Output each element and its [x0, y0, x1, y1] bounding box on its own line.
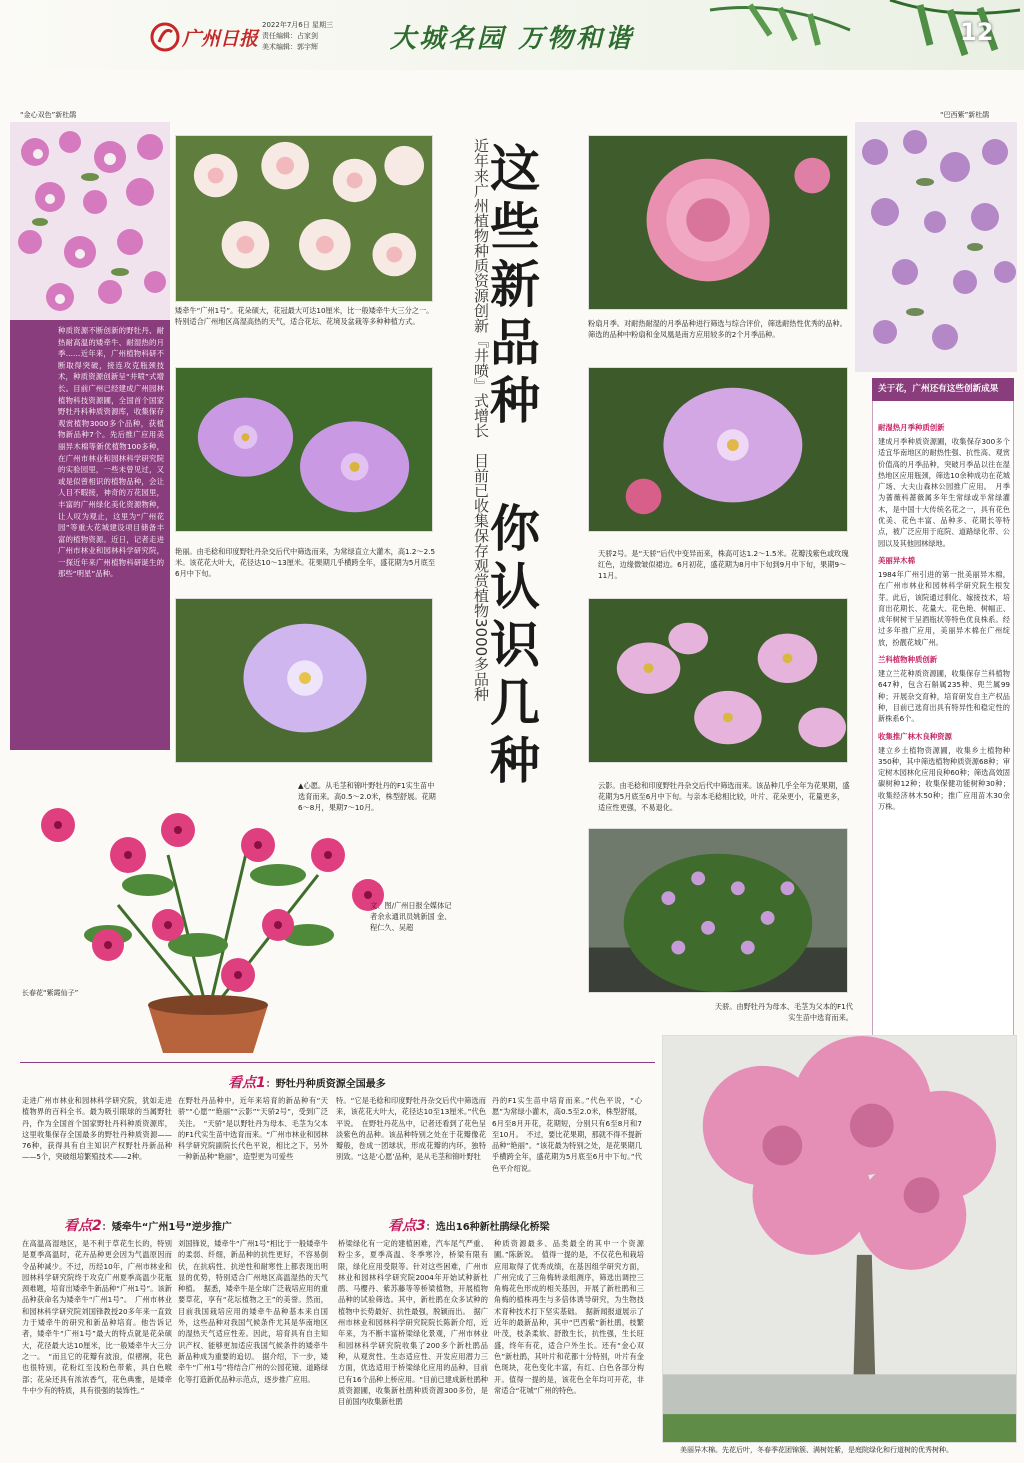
sidebar-content: [878, 416, 1010, 1041]
caption-xinyuan: ▲心愿。从毛茎和锦叶野牡丹的F1实生苗中选育而来。高0.5～2.0米，株型舒展。花期6～8月，果期7～10月。: [298, 781, 436, 812]
sidebar-head: 兰科植物种质创新: [878, 655, 938, 665]
corner-label-right: “巴西紫”新杜鹃: [940, 111, 990, 119]
section2-label: 看点2: [64, 1218, 102, 1234]
section2-col: 在高温高湿地区，是不利于草花生长的，特别是夏季高温时，花卉品种更会因为气温原因而令品种减少。不过，历经10年，广州市林业和园林科学研究院终于攻克广州夏季高温少花瓶颈难题，培育出矮牵牛新品种“广州1号”。该新品种获命名为矮牵牛“广州1号”。 广州市林业和园林科学研究院刘国锋教授20多年来一直致力于矮牵牛的研究和新品种培育。他告诉记者，矮牵牛“广州1号”最大的特点就是花朵硕大，花径最大达10厘米，比一般矮牵牛大三分之一。 “而且它的花瓣有波浪，似褶裥，花色也很特别，花粉红至浅粉色带紫，具白色喉部；花朵还具有浓浓香气，花色典雅，是矮牵牛中少有的特质，具有很强的装饰性。”: [22, 1239, 172, 1395]
section1-col: 在野牡丹品种中，近年来培育的新品种有“天骄”“心愿”“艳丽”“云影”“天骄2号”，受到广泛关注。 “天骄”是以野牡丹为母本、毛茎为父本的F1代实生苗中选育而来。“广州市林业和园林科学研究院副院长代色平说，相比之下，另外一种新品种“艳丽”，造型更为可爱些: [178, 1096, 328, 1162]
sidebar-body: 1984年广州引进的第一批美丽异木棉，在广州市林业和园林科学研究院生根发芽。此后，该院通过驯化、嫁接技术，培育出花期长、花量大、花色艳、树幅正、成年树树干呈酒瓶状等特色优良株系。经过多年推广应用，美丽异木棉在广州绽放，扮靓花城广州。: [878, 569, 1010, 647]
photo-rose: [588, 135, 848, 310]
caption-kapok: 美丽异木棉。先花后叶，冬春季花团锦簇、满树姹紫，是庭院绿化和行道树的优秀树种。: [680, 1446, 953, 1454]
sidebar-head: 耐湿热月季种质创新: [878, 423, 945, 432]
section1-col: 特。“它是毛稔和印度野牡丹杂交后代中筛选而来，该花花大叶大，花径达10至13厘米。”代色平说。 在野牡丹花丛中，记者还看到了花色呈淡紫色的品种。该品种特别之处在于花瓣像花瓣般，卷成一团球状，形成花瓣的内环，独特别致。“这是‘心愿’品种，是从毛茎和锦叶野牡: [336, 1096, 486, 1162]
byline: 文、图/广州日报全媒体记者余永通讯员姚新国 金、程仁久、吴超: [370, 901, 452, 932]
headline-line2: 你认识几种: [490, 499, 540, 790]
art-editor-credit: 美术编辑：郭宇辉: [262, 43, 318, 51]
caption-yanli: 艳丽。由毛稔和印度野牡丹杂交后代中筛选而来，为常绿直立大灌木，高1.2～2.5米。该花花大叶大，花径达10～13厘米。花果期几乎横跨全年，盛花期为5月底至6月中下旬。: [175, 547, 436, 578]
intro-text: 种质资源不断创新的野牡丹、耐热耐高温的矮牵牛、耐湿热的月季……近年来，广州植物科研不断取得突破，接连攻克瓶颈技术，种质资源创新呈“井喷”式增长。目前广州已经建成广州园林植物科技资源圃，全国首个国家野牡丹科种质资源库，收集保存观赏植物3000多个品种，获植物新品种7个。先后推广应用美丽异木棉等新优植物100多种，在广州市林业和园林科学研究院的实验园里，一些未曾见过，又或是似曾相识的植物品种，会让人目不暇接，神奇的万花园里，丰富的广州绿化美化资源物种，让人叹为观止，这里为“广州花园”等重大花城建设项目储备丰富的植物资源。近日，记者走进广州市林业和园林科学研究院，一探近年来广州植物科研诞生的那些“明星”品种。: [58, 326, 164, 579]
newspaper-logo: 广州日报: [182, 28, 259, 50]
sidebar-body: 建立乡土植物资源圃，收集乡土植物种350种，其中筛选植物种质资源68种；审定树木园林化应用良种60种；筛选高效固碳树种12种；收集保健功能树种30种；收集经济林木50种；推广应用苗木30余万株。: [878, 745, 1010, 812]
section1-title: ：野牡丹种质资源全国最多: [265, 1079, 386, 1090]
section3-heading: [388, 1215, 550, 1235]
headline-line1: 这些新品种: [490, 139, 540, 430]
caption-tianqi2: 天骄2号。是“天骄”后代中变异而来，株高可达1.2～1.5米。花瓣浅紫色或玫瑰红色，边缘微皱似裙边。6月初花，盛花期为8月中下旬到9月中下旬，果期9～11月。: [598, 549, 849, 580]
issue-date: 2022年7月6日 星期三: [262, 21, 333, 29]
caption-tianqi: 天骄。由野牡丹为母本、毛茎为父本的F1代实生苗中选育而来。: [714, 1002, 853, 1022]
sidebar-head: 美丽异木棉: [878, 555, 915, 565]
azalea-background-right: [855, 122, 1017, 372]
photo-yanli: [175, 367, 433, 532]
headline-subtitle: 近年来广州植物种质资源创新『井喷』式增长 目前已收集保存观赏植物3000多品种: [472, 138, 490, 702]
masthead: [0, 0, 1024, 70]
photo-yunying: [588, 598, 848, 763]
section1-heading: [228, 1072, 386, 1092]
section3-col: 桥梁绿化有一定的建植困难，汽车尾气严重、粉尘多，夏季高温、冬季寒冷，桥梁有限有限，绿化应用受限等。针对这些困难，广州市林业和园林科学研究院2004年开始试种新杜鹃、马樱丹、紫苏藤等等桥梁植物，开展植物品种的试验筛选。其中，新杜鹃在众多试种的植物中长势最好、抗性最强，脱颖而出。 据广州市林业和园林科学研究院院长陈新介绍，近年来，为不断丰富桥梁绿化景观，广州市林业和园林科学研究院收集了200多个新杜鹃品种，从观赏性、生态适应性、开发应用潜力三方面，优选适用于桥梁绿化应用的品种，目前已有16个品种上桥应用。“目前已建成新杜鹃种质资源圃，收集新杜鹃种质资源300多份，是目前国内收集新杜鹃: [338, 1239, 488, 1407]
section2-title: ：矮牵牛“广州1号”逆步推广: [101, 1222, 232, 1233]
photo-kapok: [662, 1035, 1017, 1443]
divider: [20, 1062, 655, 1063]
section2-heading: [64, 1215, 232, 1235]
photo-tianqi: [588, 828, 848, 993]
newspaper-logo-icon: [150, 22, 180, 52]
section1-label: 看点1: [228, 1075, 266, 1091]
photo-periwinkle: [18, 735, 398, 1055]
caption-periwinkle: 长春花“紫霞仙子”: [22, 989, 79, 997]
section1-col: 走进广州市林业和园林科学研究院，犹如走进植物界的百科全书。最为吸引眼球的当属野牡丹，作为全国首个国家野牡丹科种质资源库，这里收集保存全国最多的野牡丹种质资源——76种，获得具有自主知识产权野牡丹新品种——5个，突破组培繁殖技术——2种。: [22, 1096, 172, 1162]
section3-col: 种质资源最多、品类最全的其中一个资源圃。”陈新说。 值得一提的是，不仅花色和栽培应用取得了优秀成绩，在基因组学研究方面，广州完成了三角梅转录组测序，筛选出调控三角梅花色形成的相关基因，开展了新杜鹃和三角梅的植株再生与多倍体诱导研究，为生物技术育种技术打下坚实基础。 据新闻报道展示了近年的最新品种，其中“巴西紫”新杜鹃，枝繁叶茂，枝条柔软、舒散生长，抗性强，生长旺盛，终年有花，适合户外生长。还有“金心双色”新杜鹃，其叶片和花都十分特别，叶片有金色斑块，花色变化丰富，有红、白色各部分构开。值得一提的是，该花色全年均可开花，非常适合“花城”广州的特色。: [494, 1239, 644, 1395]
section2-col: 刘国锋说，矮牵牛“广州1号”相比于一般矮牵牛的柔弱、纤细，新品种的抗性更好，不容易倒伏，在抗病性、抗逆性和耐寒性上都表现出明显的优势，特别适合广州地区高温湿热的天气种植。 据悉，矮牵牛是全球广泛栽培应用的重要草花，享有“花坛植物之王”的美誉。然而，目前我国栽培应用的矮牵牛品种基本来自国外，这些品种对我国气候条件尤其是华南地区的湿热天气适应性差。因此，培育具有自主知识产权、能够更加适应我国气候条件的矮牵牛新品种成为重要的追切。 据介绍，下一步，矮牵牛“广州1号”将结合广州的公园花镜、道路绿化等打造新优品种示范点，逐步推广应用。: [178, 1239, 328, 1384]
sidebar-head: 收集推广林木良种资源: [878, 731, 952, 741]
caption-yunying: 云影。由毛稔和印度野牡丹杂交后代中筛选而来。该品种几乎全年为花果期，盛花期为5月底至6月中下旬。与亲本毛稔相比较，叶片、花朵更小，花量更多，适应性更强，不易退化。: [598, 781, 850, 812]
photo-tianqi2: [588, 367, 848, 532]
section3-label: 看点3: [388, 1218, 426, 1234]
editor-credit: 责任编辑：占家剑: [262, 32, 318, 40]
page-number: 12: [960, 18, 994, 46]
caption-rose: 粉扇月季。对耐热耐湿的月季品种进行筛选与综合评价，筛选耐热性优秀的品种。筛选的品种中粉扇和金凤凰是南方应用较多的2个月季品种。: [588, 319, 847, 339]
sidebar-title: 关于花，广州还有这些创新成果: [872, 378, 1014, 401]
page-slogan: 大城名园 万物和谐: [390, 24, 635, 54]
section3-title: ：选出16种新杜鹃绿化桥梁: [425, 1222, 550, 1233]
sidebar-body: 建成月季种质资源圃，收集保存300多个适宜华南地区的耐热性强、抗性高、观赏价值高的月季品种，突破月季品以往在湿热地区应用瓶颈，筛选10余种成功在花城广场、大夫山森林公园推广应用。 月季为蔷薇科蔷薇属多年生常绿或半常绿灌木，是中国十大传统名花之一，具有花色优美、花色丰富、品种多、花期长等特点，被广泛应用于庭院、道路绿化带、公园以及其他园林绿地。: [878, 437, 1010, 548]
sidebar-body: 建立兰花种质资源圃，收集保存兰科植物647种，包含石斛属235种、兜兰属99种；开展杂交育种，培育研发自主产权品种，目前已选育出具有特异性和稳定性的新株系6个。: [878, 669, 1010, 724]
section1-col: 丹的F1实生苗中培育而来。”代色平说，“心愿”为常绿小灌木，高0.5至2.0米，株型舒展，6月至8月开花，花期短，分别只有6至8月和7至10月。 不过，要比花果期，那就不得不提新品种“艳丽”。“该花最为特别之处，是花果期几乎横跨全年，盛花期为5月底至6月中下旬。”代色平介绍说。: [492, 1096, 642, 1173]
corner-label-left: “金心双色”新杜鹃: [20, 111, 77, 119]
caption-petunia: 矮牵牛“广州1号”。花朵硕大，花冠最大可达10厘米，比一般矮牵牛大三分之一。特别适合广州地区高湿高热的天气，适合花坛、花境及盆栽等多种种植方式。: [175, 306, 434, 326]
photo-petunia: [175, 135, 433, 302]
azalea-background-left: [10, 122, 170, 337]
